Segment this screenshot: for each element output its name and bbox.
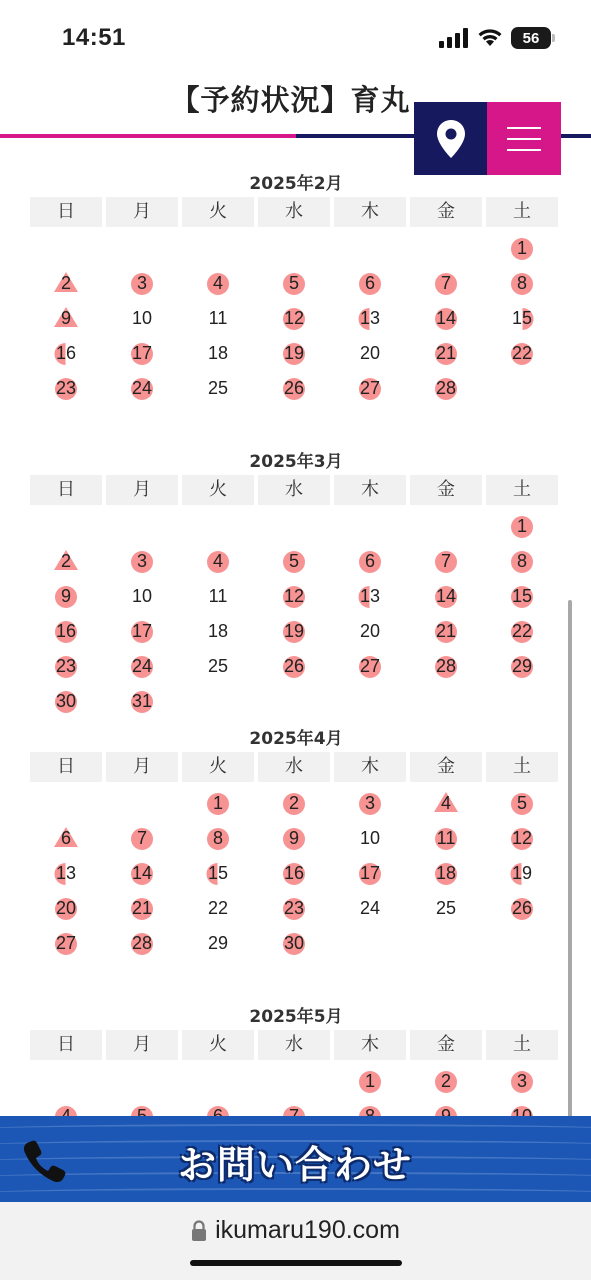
day-cell[interactable] [258,891,330,926]
wave-decoration [0,1124,591,1134]
day-cell[interactable] [182,301,254,336]
day-number: 27 [359,656,381,676]
day-cell[interactable] [486,544,558,579]
contact-label: お問い合わせ [177,1142,412,1187]
browser-url-bar[interactable] [0,1202,591,1280]
day-number: 19 [283,621,305,641]
day-number: 13 [55,863,77,883]
day-cell[interactable] [410,786,482,821]
empty-day-cell [182,509,254,544]
day-cell[interactable] [258,821,330,856]
day-number: 14 [435,308,457,328]
day-cell[interactable] [182,891,254,926]
empty-day-cell [258,1064,330,1099]
weekday-label: 日 [30,475,102,505]
day-cell[interactable] [30,301,102,336]
day-number: 12 [511,828,533,848]
day-number: 11 [208,586,228,606]
day-cell[interactable] [30,684,102,719]
day-number: 15 [207,863,229,883]
day-cell[interactable] [410,649,482,684]
map-button[interactable] [414,102,487,175]
day-number: 7 [440,551,451,571]
day-cell[interactable] [486,1064,558,1099]
day-cell[interactable] [182,821,254,856]
day-cell[interactable] [486,821,558,856]
day-cell[interactable] [106,856,178,891]
calendar-title: 2025年4月 [249,729,343,749]
empty-day-cell [30,1064,102,1099]
day-cell[interactable] [410,891,482,926]
day-number: 17 [131,621,153,641]
weekday-label: 日 [30,752,102,782]
day-number: 21 [131,898,153,918]
day-number: 1 [516,238,527,258]
day-number: 23 [55,656,77,676]
day-number: 18 [435,863,457,883]
day-cell[interactable] [334,649,406,684]
day-cell[interactable] [334,336,406,371]
empty-day-cell [106,509,178,544]
empty-day-cell [258,509,330,544]
day-number: 11 [436,828,456,848]
day-number: 19 [511,863,533,883]
day-number: 10 [359,828,381,848]
day-number: 24 [359,898,381,918]
weekday-label: 土 [486,197,558,227]
day-cell[interactable] [182,266,254,301]
weekday-label: 土 [486,1030,558,1060]
day-number: 25 [207,656,229,676]
day-cell[interactable] [258,544,330,579]
empty-day-cell [30,509,102,544]
day-number: 22 [207,898,229,918]
empty-day-cell [334,509,406,544]
day-cell[interactable] [486,336,558,371]
day-cell[interactable] [486,266,558,301]
day-number: 6 [364,551,375,571]
day-number: 22 [511,621,533,641]
empty-day-cell [106,1064,178,1099]
calendar-title: 2025年5月 [249,1007,343,1027]
day-number: 24 [131,656,153,676]
day-cell[interactable] [106,926,178,961]
day-cell[interactable] [410,544,482,579]
day-cell[interactable] [486,891,558,926]
day-cell[interactable] [182,856,254,891]
empty-day-cell [410,509,482,544]
day-number: 13 [359,586,381,606]
day-number: 4 [440,793,451,813]
empty-day-cell [334,231,406,266]
day-cell[interactable] [182,579,254,614]
wave-decoration [0,1188,591,1198]
day-number: 26 [283,656,305,676]
weekday-label: 金 [410,1030,482,1060]
day-cell[interactable] [30,544,102,579]
day-cell[interactable] [334,821,406,856]
day-number: 28 [435,378,457,398]
day-number: 11 [208,308,228,328]
day-cell[interactable] [486,509,558,544]
day-cell[interactable] [410,821,482,856]
calendar-title: 2025年2月 [249,174,343,194]
day-number: 26 [511,898,533,918]
day-number: 27 [55,933,77,953]
weekday-label: 木 [334,475,406,505]
day-cell[interactable] [30,614,102,649]
day-number: 13 [359,308,381,328]
scrollbar[interactable] [568,600,572,1120]
day-cell[interactable] [334,1064,406,1099]
day-cell[interactable] [486,786,558,821]
weekday-label: 水 [258,752,330,782]
day-number: 14 [131,863,153,883]
day-number: 26 [283,378,305,398]
day-cell[interactable] [106,891,178,926]
empty-day-cell [106,786,178,821]
weekday-label: 木 [334,197,406,227]
day-number: 7 [440,273,451,293]
day-cell[interactable] [258,579,330,614]
day-cell[interactable] [30,371,102,406]
weekday-label: 火 [182,197,254,227]
status-time: 14:51 [62,24,126,51]
day-number: 9 [60,308,71,328]
weekday-label: 水 [258,1030,330,1060]
day-number: 25 [435,898,457,918]
day-number: 9 [60,586,71,606]
day-number: 12 [283,308,305,328]
day-number: 29 [511,656,533,676]
day-number: 3 [136,273,147,293]
day-number: 20 [359,621,381,641]
days-grid [30,786,562,961]
title-underline-pink [0,134,296,138]
day-number: 8 [516,273,527,293]
day-cell[interactable] [106,649,178,684]
day-cell[interactable] [486,856,558,891]
day-cell[interactable] [30,856,102,891]
empty-day-cell [182,1064,254,1099]
phone-icon [22,1138,68,1184]
day-cell[interactable] [258,926,330,961]
weekday-label: 火 [182,752,254,782]
day-number: 27 [359,378,381,398]
weekday-label: 土 [486,752,558,782]
day-cell[interactable] [410,371,482,406]
day-cell[interactable] [30,821,102,856]
day-number: 15 [511,586,533,606]
day-number: 8 [212,828,223,848]
day-number: 2 [60,273,71,293]
weekday-header [30,475,562,505]
day-number: 12 [283,586,305,606]
day-number: 2 [60,551,71,571]
day-cell[interactable] [106,614,178,649]
weekday-label: 月 [106,197,178,227]
empty-day-cell [410,231,482,266]
weekday-label: 土 [486,475,558,505]
day-number: 31 [131,691,153,711]
day-cell[interactable] [106,684,178,719]
weekday-label: 金 [410,197,482,227]
day-cell[interactable] [486,614,558,649]
day-cell[interactable] [410,614,482,649]
day-cell[interactable] [106,266,178,301]
day-number: 4 [212,551,223,571]
day-number: 25 [207,378,229,398]
days-grid [30,231,562,406]
day-cell[interactable] [334,579,406,614]
weekday-label: 月 [106,1030,178,1060]
day-number: 9 [288,828,299,848]
day-number: 1 [364,1071,375,1091]
weekday-label: 日 [30,1030,102,1060]
day-number: 23 [55,378,77,398]
url-text: ikumaru190.com [215,1216,400,1244]
day-cell[interactable] [258,649,330,684]
weekday-label: 木 [334,1030,406,1060]
day-number: 10 [131,586,153,606]
hamburger-menu-icon [507,126,541,152]
day-number: 19 [283,343,305,363]
lock-icon [191,1220,207,1242]
day-cell[interactable] [410,1064,482,1099]
day-number: 8 [516,551,527,571]
day-cell[interactable] [334,266,406,301]
day-cell[interactable] [30,266,102,301]
weekday-label: 月 [106,475,178,505]
menu-button[interactable] [487,102,561,175]
day-number: 16 [55,621,77,641]
day-cell[interactable] [30,891,102,926]
empty-day-cell [182,231,254,266]
day-cell[interactable] [258,266,330,301]
day-cell[interactable] [182,786,254,821]
day-number: 2 [440,1071,451,1091]
day-cell[interactable] [106,544,178,579]
wifi-icon [477,28,503,48]
day-cell[interactable] [30,926,102,961]
day-number: 16 [283,863,305,883]
day-cell[interactable] [258,336,330,371]
day-cell[interactable] [334,614,406,649]
day-cell[interactable] [334,544,406,579]
home-indicator [190,1260,402,1266]
weekday-label: 金 [410,475,482,505]
day-number: 30 [55,691,77,711]
day-cell[interactable] [334,891,406,926]
day-cell[interactable] [106,336,178,371]
location-pin-icon [436,119,466,159]
day-cell[interactable] [334,856,406,891]
day-cell[interactable] [410,301,482,336]
day-cell[interactable] [30,579,102,614]
day-cell[interactable] [334,786,406,821]
day-cell[interactable] [106,301,178,336]
day-cell[interactable] [258,856,330,891]
day-cell[interactable] [182,649,254,684]
signal-icon [439,28,469,48]
day-number: 29 [207,933,229,953]
day-number: 20 [55,898,77,918]
day-number: 10 [131,308,153,328]
day-number: 20 [359,343,381,363]
status-bar [0,0,591,72]
weekday-header [30,1030,562,1060]
day-number: 18 [207,621,229,641]
day-number: 15 [511,308,533,328]
page-title: 【予約状況】育丸 [170,83,411,117]
day-number: 6 [60,828,71,848]
day-number: 16 [55,343,77,363]
day-cell[interactable] [334,371,406,406]
day-cell[interactable] [182,926,254,961]
day-number: 1 [516,516,527,536]
day-cell[interactable] [30,336,102,371]
day-cell[interactable] [258,371,330,406]
contact-button[interactable] [0,1116,591,1202]
day-number: 30 [283,933,305,953]
battery-icon: 56 [511,27,551,49]
calendar-2025-05 [30,1006,562,1134]
day-number: 23 [283,898,305,918]
weekday-header [30,752,562,782]
weekday-label: 水 [258,475,330,505]
weekday-label: 月 [106,752,178,782]
empty-day-cell [30,786,102,821]
day-number: 3 [136,551,147,571]
day-number: 5 [288,551,299,571]
url-content[interactable] [0,1216,591,1245]
empty-day-cell [30,231,102,266]
day-cell[interactable] [410,336,482,371]
day-cell[interactable] [334,301,406,336]
days-grid [30,509,562,719]
day-number: 17 [359,863,381,883]
day-cell[interactable] [106,821,178,856]
day-number: 5 [288,273,299,293]
day-number: 5 [516,793,527,813]
calendar-2025-04 [30,728,562,961]
day-cell[interactable] [486,649,558,684]
day-number: 1 [212,793,223,813]
day-number: 28 [435,656,457,676]
day-number: 21 [435,621,457,641]
day-cell[interactable] [410,856,482,891]
day-cell[interactable] [486,579,558,614]
day-number: 17 [131,343,153,363]
day-cell[interactable] [258,301,330,336]
day-cell[interactable] [486,231,558,266]
day-number: 14 [435,586,457,606]
day-number: 24 [131,378,153,398]
day-cell[interactable] [182,371,254,406]
calendar-title: 2025年3月 [249,452,343,472]
weekday-label: 日 [30,197,102,227]
empty-day-cell [106,231,178,266]
weekday-label: 金 [410,752,482,782]
weekday-label: 火 [182,475,254,505]
weekday-label: 火 [182,1030,254,1060]
day-cell[interactable] [410,579,482,614]
weekday-label: 水 [258,197,330,227]
day-cell[interactable] [258,614,330,649]
day-cell[interactable] [182,544,254,579]
day-number: 6 [364,273,375,293]
day-number: 22 [511,343,533,363]
day-cell[interactable] [106,579,178,614]
weekday-label: 木 [334,752,406,782]
status-icons [439,27,551,49]
day-number: 4 [212,273,223,293]
day-number: 18 [207,343,229,363]
day-number: 2 [288,793,299,813]
day-number: 7 [136,828,147,848]
day-cell[interactable] [182,614,254,649]
day-cell[interactable] [258,786,330,821]
day-cell[interactable] [30,649,102,684]
day-number: 28 [131,933,153,953]
empty-day-cell [258,231,330,266]
day-cell[interactable] [182,336,254,371]
day-cell[interactable] [106,371,178,406]
calendar-2025-02 [30,173,562,406]
calendar-2025-03 [30,451,562,719]
day-cell[interactable] [486,301,558,336]
weekday-header [30,197,562,227]
day-number: 3 [516,1071,527,1091]
day-number: 21 [435,343,457,363]
day-cell[interactable] [410,266,482,301]
day-number: 3 [364,793,375,813]
